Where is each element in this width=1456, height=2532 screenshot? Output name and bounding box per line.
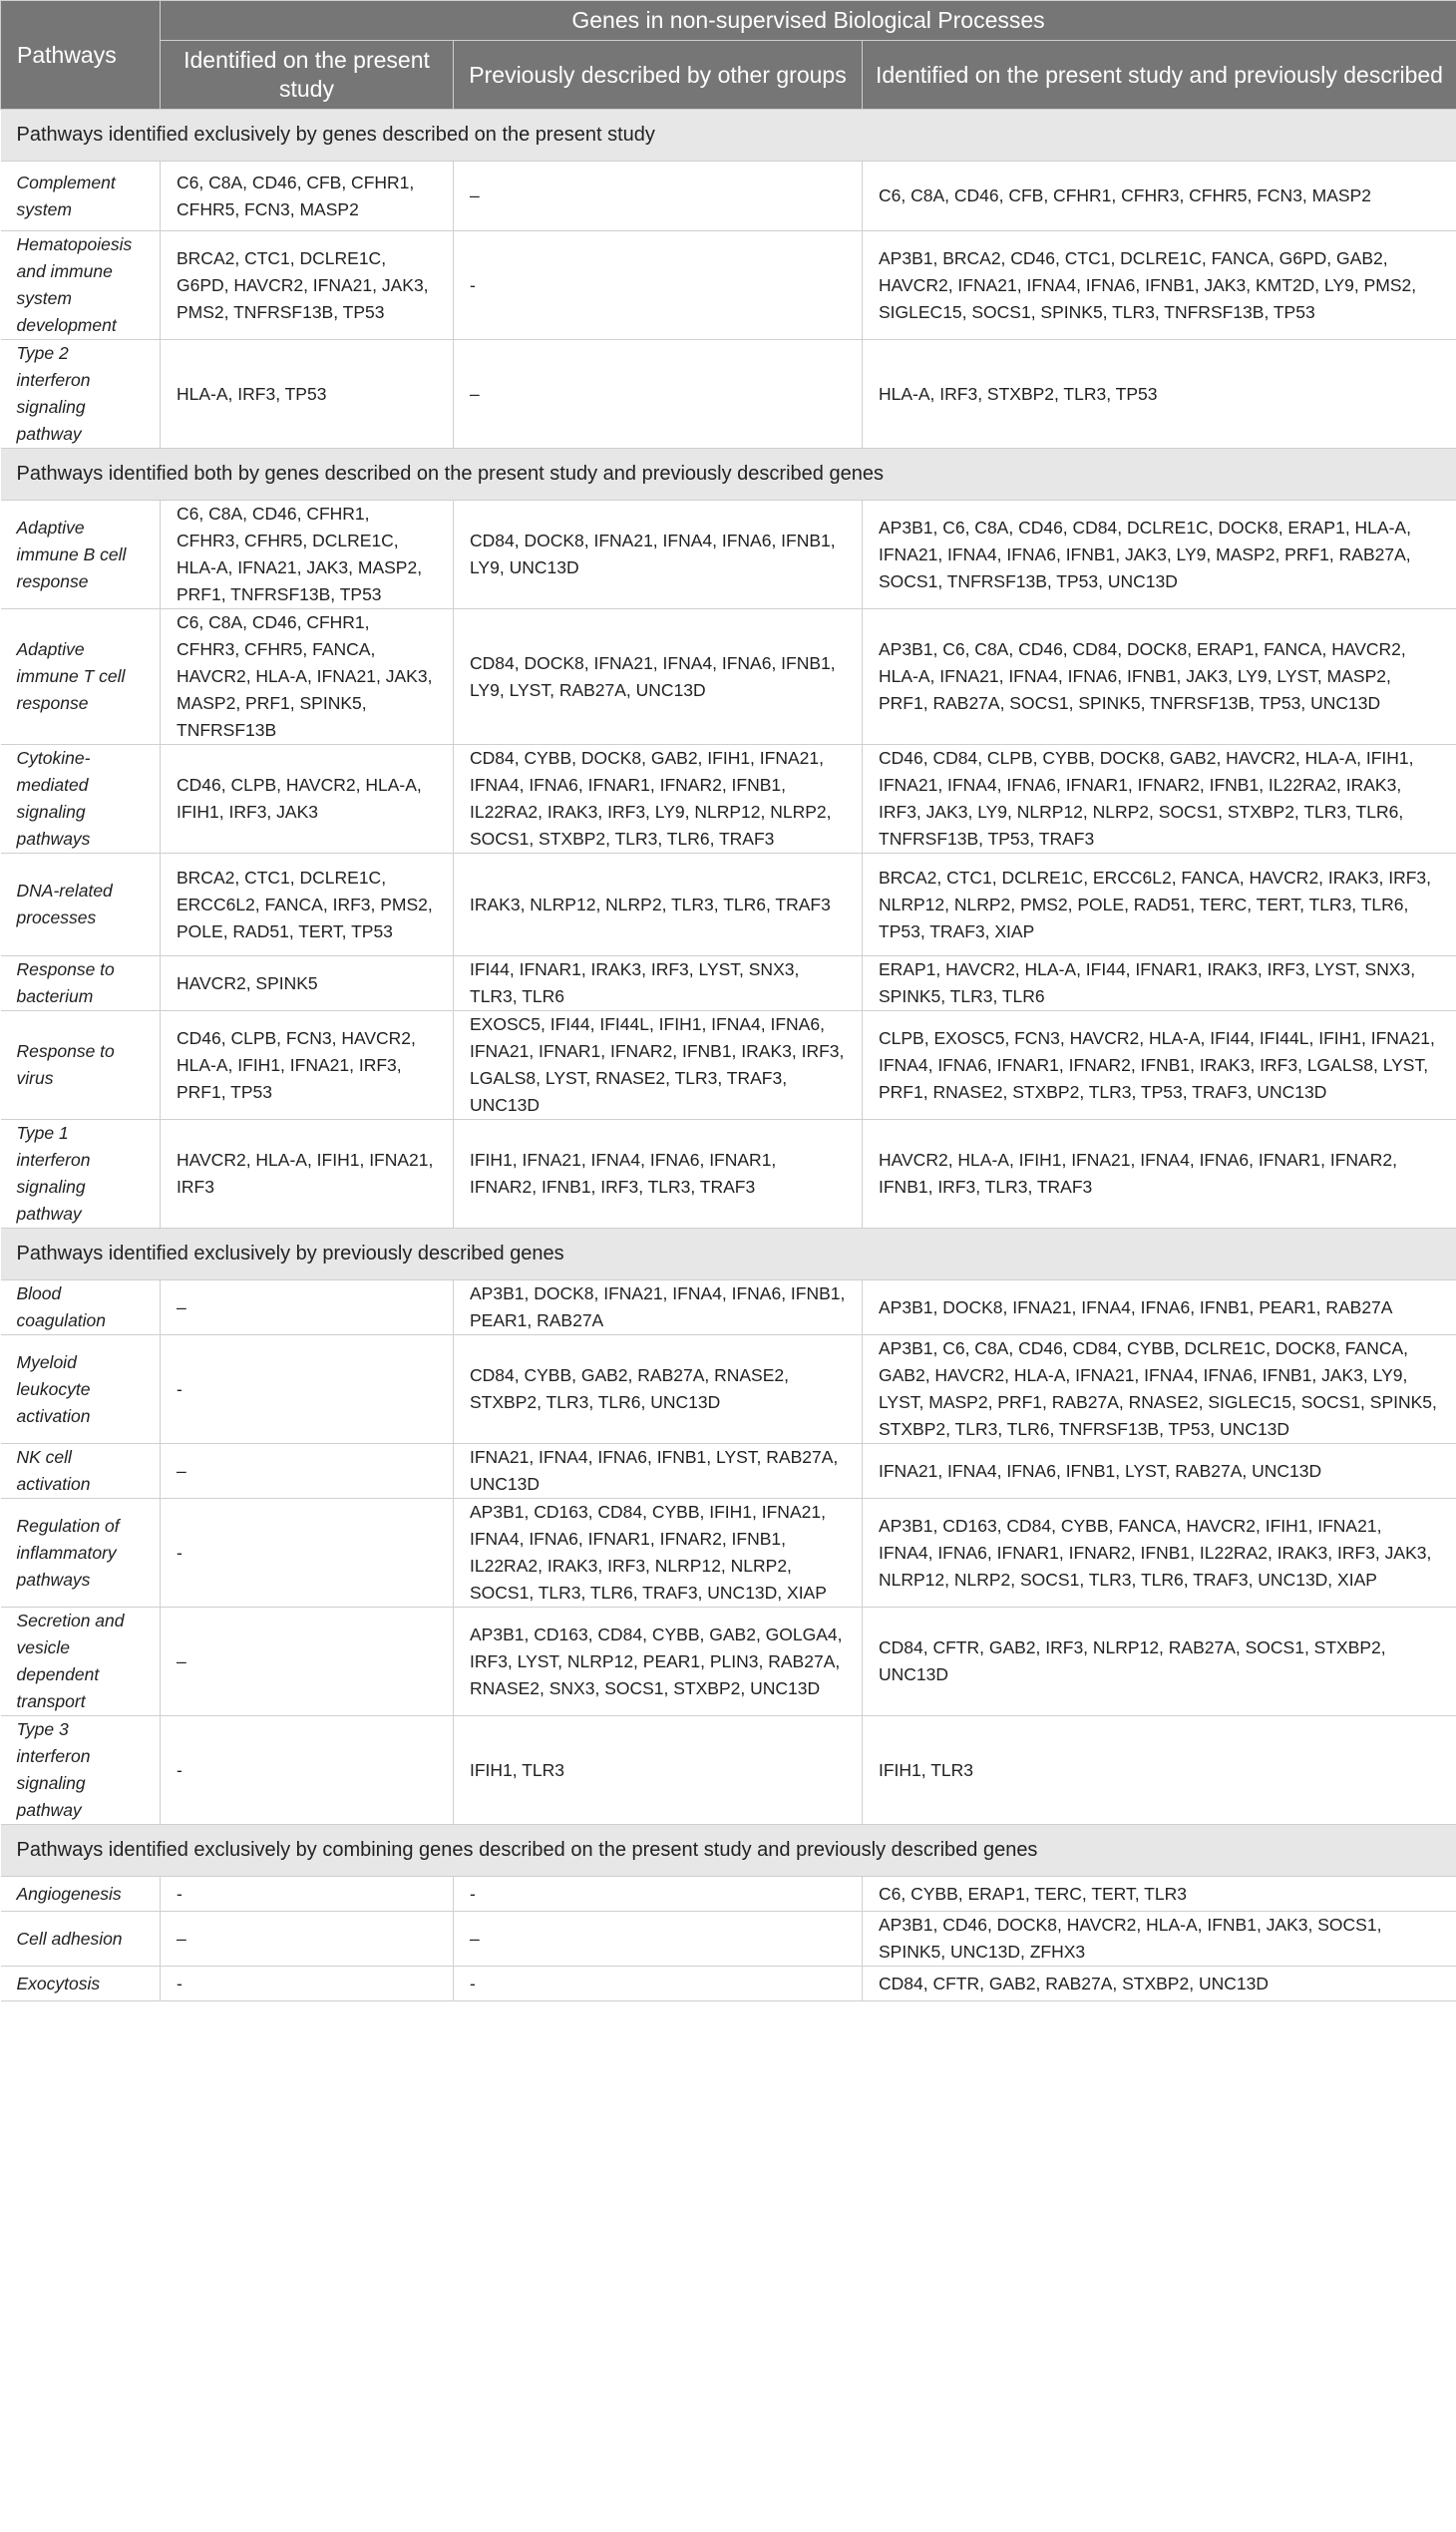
both-genes-cell: C6, CYBB, ERAP1, TERC, TERT, TLR3: [863, 1877, 1456, 1912]
pathway-cell: Regulation of inflammatory pathways: [1, 1499, 161, 1608]
both-genes-cell: CD46, CD84, CLPB, CYBB, DOCK8, GAB2, HAVCR2, HLA-A, IFIH1, IFNA21, IFNA4, IFNA6, IFNAR1, IFNAR2, IFNB1, IL22RA2, IRAK3, IRF3, JAK3, LY9, NLRP12, NLRP2, SOCS1, STXBP2, TLR3, TLR6, TNFRSF13B, TP53, TRAF3: [863, 745, 1456, 854]
pathway-cell: Type 3 interferon signaling pathway: [1, 1716, 161, 1825]
present-genes-cell: CD46, CLPB, FCN3, HAVCR2, HLA-A, IFIH1, IFNA21, IRF3, PRF1, TP53: [161, 1011, 454, 1120]
previous-genes-cell: IFI44, IFNAR1, IRAK3, IRF3, LYST, SNX3, TLR3, TLR6: [454, 956, 863, 1011]
pathway-cell: Secretion and vesicle dependent transport: [1, 1608, 161, 1716]
present-genes-cell: -: [161, 1335, 454, 1444]
table-row: [1, 1444, 1456, 1499]
previous-genes-cell: EXOSC5, IFI44, IFI44L, IFIH1, IFNA4, IFNA6, IFNA21, IFNAR1, IFNAR2, IFNB1, IRAK3, IRF3, LGALS8, LYST, RNASE2, TLR3, TRAF3, UNC13D: [454, 1011, 863, 1120]
table-row: [1, 1120, 1456, 1229]
both-genes-cell: AP3B1, C6, C8A, CD46, CD84, DCLRE1C, DOCK8, ERAP1, HLA-A, IFNA21, IFNA4, IFNA6, IFNB1, JAK3, LY9, MASP2, PRF1, RAB27A, SOCS1, TNFRSF13B, TP53, UNC13D: [863, 501, 1456, 609]
present-genes-cell: C6, C8A, CD46, CFHR1, CFHR3, CFHR5, FANCA, HAVCR2, HLA-A, IFNA21, JAK3, MASP2, PRF1, SPINK5, TNFRSF13B: [161, 609, 454, 745]
header-group: Genes in non-supervised Biological Processes: [161, 1, 1456, 41]
both-genes-cell: AP3B1, CD46, DOCK8, HAVCR2, HLA-A, IFNB1, JAK3, SOCS1, SPINK5, UNC13D, ZFHX3: [863, 1912, 1456, 1967]
section-title: Pathways identified both by genes described on the present study and previously described genes: [1, 449, 1456, 501]
both-genes-cell: AP3B1, C6, C8A, CD46, CD84, CYBB, DCLRE1C, DOCK8, FANCA, GAB2, HAVCR2, HLA-A, IFNA21, IFNA4, IFNA6, IFNB1, JAK3, LY9, LYST, MASP2, PRF1, RAB27A, RNASE2, SIGLEC15, SOCS1, SPINK5, STXBP2, TLR3, TLR6, TNFRSF13B, TP53, UNC13D: [863, 1335, 1456, 1444]
header-both: Identified on the present study and previously described: [863, 41, 1456, 110]
section-title: Pathways identified exclusively by previously described genes: [1, 1229, 1456, 1280]
pathway-cell: Angiogenesis: [1, 1877, 161, 1912]
header-row-top: [1, 1, 1456, 41]
table-row: [1, 1967, 1456, 2001]
both-genes-cell: CD84, CFTR, GAB2, RAB27A, STXBP2, UNC13D: [863, 1967, 1456, 2001]
pathway-cell: Complement system: [1, 162, 161, 231]
table-row: [1, 231, 1456, 340]
both-genes-cell: AP3B1, DOCK8, IFNA21, IFNA4, IFNA6, IFNB1, PEAR1, RAB27A: [863, 1280, 1456, 1335]
present-genes-cell: HAVCR2, SPINK5: [161, 956, 454, 1011]
previous-genes-cell: –: [454, 340, 863, 449]
present-genes-cell: –: [161, 1444, 454, 1499]
previous-genes-cell: AP3B1, DOCK8, IFNA21, IFNA4, IFNA6, IFNB1, PEAR1, RAB27A: [454, 1280, 863, 1335]
pathway-cell: Blood coagulation: [1, 1280, 161, 1335]
both-genes-cell: CLPB, EXOSC5, FCN3, HAVCR2, HLA-A, IFI44, IFI44L, IFIH1, IFNA21, IFNA4, IFNA6, IFNAR1, IFNAR2, IFNB1, IRAK3, IRF3, LGALS8, LYST, PRF1, RNASE2, STXBP2, TLR3, TP53, TRAF3, UNC13D: [863, 1011, 1456, 1120]
previous-genes-cell: IFIH1, IFNA21, IFNA4, IFNA6, IFNAR1, IFNAR2, IFNB1, IRF3, TLR3, TRAF3: [454, 1120, 863, 1229]
present-genes-cell: -: [161, 1967, 454, 2001]
pathway-cell: Cell adhesion: [1, 1912, 161, 1967]
previous-genes-cell: IFIH1, TLR3: [454, 1716, 863, 1825]
present-genes-cell: BRCA2, CTC1, DCLRE1C, G6PD, HAVCR2, IFNA21, JAK3, PMS2, TNFRSF13B, TP53: [161, 231, 454, 340]
previous-genes-cell: CD84, DOCK8, IFNA21, IFNA4, IFNA6, IFNB1, LY9, LYST, RAB27A, UNC13D: [454, 609, 863, 745]
table-row: [1, 501, 1456, 609]
previous-genes-cell: -: [454, 1967, 863, 2001]
section-title: Pathways identified exclusively by combining genes described on the present study and previously described genes: [1, 1825, 1456, 1877]
present-genes-cell: BRCA2, CTC1, DCLRE1C, ERCC6L2, FANCA, IRF3, PMS2, POLE, RAD51, TERT, TP53: [161, 854, 454, 956]
both-genes-cell: AP3B1, BRCA2, CD46, CTC1, DCLRE1C, FANCA, G6PD, GAB2, HAVCR2, IFNA21, IFNA4, IFNA6, IFNB1, JAK3, KMT2D, LY9, PMS2, SIGLEC15, SOCS1, SPINK5, TLR3, TNFRSF13B, TP53: [863, 231, 1456, 340]
both-genes-cell: HAVCR2, HLA-A, IFIH1, IFNA21, IFNA4, IFNA6, IFNAR1, IFNAR2, IFNB1, IRF3, TLR3, TRAF3: [863, 1120, 1456, 1229]
table-row: [1, 1877, 1456, 1912]
pathway-cell: Cytokine-mediated signaling pathways: [1, 745, 161, 854]
previous-genes-cell: AP3B1, CD163, CD84, CYBB, IFIH1, IFNA21, IFNA4, IFNA6, IFNAR1, IFNAR2, IFNB1, IL22RA2, IRAK3, IRF3, NLRP12, NLRP2, SOCS1, TLR3, TLR6, TRAF3, UNC13D, XIAP: [454, 1499, 863, 1608]
pathway-cell: Adaptive immune T cell response: [1, 609, 161, 745]
table-row: [1, 1912, 1456, 1967]
both-genes-cell: CD84, CFTR, GAB2, IRF3, NLRP12, RAB27A, SOCS1, STXBP2, UNC13D: [863, 1608, 1456, 1716]
previous-genes-cell: -: [454, 1877, 863, 1912]
table-row: [1, 1011, 1456, 1120]
both-genes-cell: IFNA21, IFNA4, IFNA6, IFNB1, LYST, RAB27A, UNC13D: [863, 1444, 1456, 1499]
previous-genes-cell: IRAK3, NLRP12, NLRP2, TLR3, TLR6, TRAF3: [454, 854, 863, 956]
table-row: [1, 1280, 1456, 1335]
present-genes-cell: HLA-A, IRF3, TP53: [161, 340, 454, 449]
section-title: Pathways identified exclusively by genes described on the present study: [1, 110, 1456, 162]
both-genes-cell: AP3B1, CD163, CD84, CYBB, FANCA, HAVCR2, IFIH1, IFNA21, IFNA4, IFNA6, IFNAR1, IFNAR2, IFNB1, IL22RA2, IRAK3, IRF3, JAK3, NLRP12, NLRP2, SOCS1, TLR3, TLR6, TRAF3, UNC13D, XIAP: [863, 1499, 1456, 1608]
both-genes-cell: AP3B1, C6, C8A, CD46, CD84, DOCK8, ERAP1, FANCA, HAVCR2, HLA-A, IFNA21, IFNA4, IFNA6, IFNB1, JAK3, LY9, LYST, MASP2, PRF1, RAB27A, SOCS1, SPINK5, TNFRSF13B, TP53, UNC13D: [863, 609, 1456, 745]
pathway-cell: Myeloid leukocyte activation: [1, 1335, 161, 1444]
present-genes-cell: -: [161, 1716, 454, 1825]
table-row: [1, 745, 1456, 854]
both-genes-cell: ERAP1, HAVCR2, HLA-A, IFI44, IFNAR1, IRAK3, IRF3, LYST, SNX3, SPINK5, TLR3, TLR6: [863, 956, 1456, 1011]
table-body: [1, 110, 1456, 2001]
both-genes-cell: HLA-A, IRF3, STXBP2, TLR3, TP53: [863, 340, 1456, 449]
section-header-row: [1, 1825, 1456, 1877]
present-genes-cell: HAVCR2, HLA-A, IFIH1, IFNA21, IRF3: [161, 1120, 454, 1229]
previous-genes-cell: AP3B1, CD163, CD84, CYBB, GAB2, GOLGA4, IRF3, LYST, NLRP12, PEAR1, PLIN3, RAB27A, RNASE2, SNX3, SOCS1, STXBP2, UNC13D: [454, 1608, 863, 1716]
previous-genes-cell: –: [454, 1912, 863, 1967]
header-row-sub: [1, 41, 1456, 110]
pathway-cell: Response to bacterium: [1, 956, 161, 1011]
previous-genes-cell: CD84, DOCK8, IFNA21, IFNA4, IFNA6, IFNB1, LY9, UNC13D: [454, 501, 863, 609]
present-genes-cell: –: [161, 1280, 454, 1335]
present-genes-cell: -: [161, 1499, 454, 1608]
previous-genes-cell: CD84, CYBB, DOCK8, GAB2, IFIH1, IFNA21, IFNA4, IFNA6, IFNAR1, IFNAR2, IFNB1, IL22RA2, IRAK3, IRF3, LY9, NLRP12, NLRP2, SOCS1, STXBP2, TLR3, TLR6, TRAF3: [454, 745, 863, 854]
pathway-cell: Adaptive immune B cell response: [1, 501, 161, 609]
both-genes-cell: BRCA2, CTC1, DCLRE1C, ERCC6L2, FANCA, HAVCR2, IRAK3, IRF3, NLRP12, NLRP2, PMS2, POLE, RAD51, TERC, TERT, TLR3, TLR6, TP53, TRAF3, XIAP: [863, 854, 1456, 956]
header-present: Identified on the present study: [161, 41, 454, 110]
present-genes-cell: –: [161, 1912, 454, 1967]
present-genes-cell: C6, C8A, CD46, CFHR1, CFHR3, CFHR5, DCLRE1C, HLA-A, IFNA21, JAK3, MASP2, PRF1, TNFRSF13B, TP53: [161, 501, 454, 609]
pathway-cell: DNA-related processes: [1, 854, 161, 956]
present-genes-cell: CD46, CLPB, HAVCR2, HLA-A, IFIH1, IRF3, JAK3: [161, 745, 454, 854]
both-genes-cell: IFIH1, TLR3: [863, 1716, 1456, 1825]
previous-genes-cell: –: [454, 162, 863, 231]
present-genes-cell: –: [161, 1608, 454, 1716]
table-row: [1, 340, 1456, 449]
section-header-row: [1, 110, 1456, 162]
pathway-cell: Type 2 interferon signaling pathway: [1, 340, 161, 449]
table-row: [1, 1335, 1456, 1444]
pathway-cell: Exocytosis: [1, 1967, 161, 2001]
header-pathways: Pathways: [1, 1, 161, 110]
pathway-cell: NK cell activation: [1, 1444, 161, 1499]
table-row: [1, 1716, 1456, 1825]
header-previous: Previously described by other groups: [454, 41, 863, 110]
present-genes-cell: C6, C8A, CD46, CFB, CFHR1, CFHR5, FCN3, MASP2: [161, 162, 454, 231]
pathway-cell: Response to virus: [1, 1011, 161, 1120]
table-row: [1, 609, 1456, 745]
pathway-cell: Type 1 interferon signaling pathway: [1, 1120, 161, 1229]
previous-genes-cell: CD84, CYBB, GAB2, RAB27A, RNASE2, STXBP2, TLR3, TLR6, UNC13D: [454, 1335, 863, 1444]
section-header-row: [1, 449, 1456, 501]
both-genes-cell: C6, C8A, CD46, CFB, CFHR1, CFHR3, CFHR5, FCN3, MASP2: [863, 162, 1456, 231]
present-genes-cell: -: [161, 1877, 454, 1912]
table-row: [1, 1499, 1456, 1608]
table-row: [1, 1608, 1456, 1716]
previous-genes-cell: IFNA21, IFNA4, IFNA6, IFNB1, LYST, RAB27A, UNC13D: [454, 1444, 863, 1499]
previous-genes-cell: -: [454, 231, 863, 340]
table-row: [1, 956, 1456, 1011]
table-row: [1, 854, 1456, 956]
table-row: [1, 162, 1456, 231]
section-header-row: [1, 1229, 1456, 1280]
pathway-cell: Hematopoiesis and immune system development: [1, 231, 161, 340]
